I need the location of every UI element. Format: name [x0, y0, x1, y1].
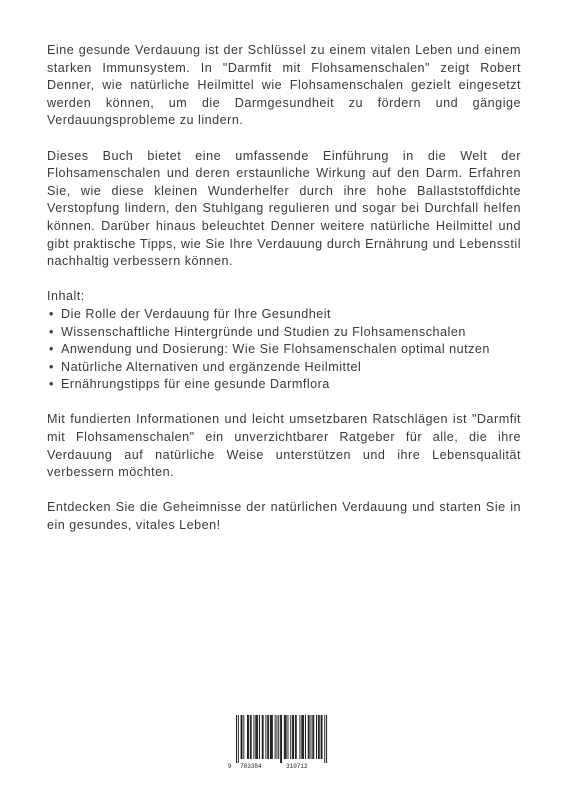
list-item: • Die Rolle der Verdauung für Ihre Gesundheit [47, 306, 521, 324]
barcode-bar [275, 715, 276, 759]
barcode-bar [251, 715, 252, 759]
barcode-bar [241, 715, 242, 759]
closing-paragraph: Entdecken Sie die Geheimnisse der natürlichen Verdauung und starten Sie in ein gesundes, vitales Leben! [47, 500, 521, 533]
barcode-bar [285, 715, 286, 759]
barcode-bar [292, 715, 293, 759]
barcode-bar [299, 715, 300, 759]
barcode-bar [302, 715, 303, 759]
barcode-bar [238, 715, 239, 763]
blurb-text [47, 42, 521, 552]
barcode-bar [324, 715, 325, 763]
barcode-bar [272, 715, 273, 759]
barcode-bar [316, 715, 317, 759]
list-item: • Natürliche Alternativen und ergänzende Heilmittel [47, 359, 521, 377]
barcode-bar [309, 715, 310, 759]
barcode-group-1: 783384 [240, 763, 262, 770]
barcode-bar [253, 715, 254, 759]
barcode-bar [267, 715, 268, 759]
barcode-bar [256, 715, 257, 759]
barcode-bar [262, 715, 263, 759]
barcode-bar [326, 715, 327, 763]
bullet-icon: • [49, 359, 54, 374]
barcode-group-2: 310712 [286, 763, 308, 770]
barcode-bar [286, 715, 287, 759]
barcode-prefix: 9 [228, 763, 232, 770]
barcode-bar [280, 715, 281, 763]
barcode-bar [308, 715, 309, 759]
barcode-bar [290, 715, 291, 759]
isbn-barcode [226, 713, 336, 769]
intro-paragraph: Eine gesunde Verdauung ist der Schlüssel zu einem vitalen Leben und einem starken Immunsystem. In "Darmfit mit Flohsamenschalen" zeigt Robert Denner, wie natürliche Heilmittel wie Flohsamenschalen gezielt eingesetzt werden können, um die Darmgesundheit zu fördern und gängige Verdauungsprobleme zu lindern. [47, 43, 521, 128]
barcode-bar [321, 715, 322, 759]
bullet-icon: • [49, 324, 54, 339]
barcode-bar [242, 715, 243, 759]
bullet-icon: • [49, 342, 54, 357]
barcode-bar [313, 715, 314, 759]
barcode-bar [305, 715, 306, 759]
barcode-bar [276, 715, 277, 759]
bullet-icon: • [49, 377, 54, 392]
barcode-bar [293, 715, 294, 759]
barcode-bar [263, 715, 264, 759]
contents-heading: Inhalt: [47, 289, 85, 304]
contents-list [47, 306, 521, 394]
barcode-bar [281, 715, 282, 763]
list-item: • Ernährungstipps für eine gesunde Darmflora [47, 376, 521, 394]
barcode-bar [250, 715, 251, 759]
barcode-bar [271, 715, 272, 759]
barcode-bar [248, 715, 249, 759]
barcode-bars-icon [226, 713, 336, 765]
barcode-bar [278, 715, 279, 759]
barcode-bar [318, 715, 319, 759]
barcode-bar [259, 715, 260, 759]
barcode-bar [319, 715, 320, 759]
barcode-bar [243, 715, 244, 759]
barcode-bar [322, 715, 323, 759]
barcode-bar [247, 715, 248, 759]
barcode-bar [284, 715, 285, 759]
barcode-bar [295, 715, 296, 759]
barcode-bar [257, 715, 258, 759]
barcode-bar [311, 715, 312, 759]
list-item: • Wissenschaftliche Hintergründe und Studien zu Flohsamenschalen [47, 324, 521, 342]
description-paragraph: Dieses Buch bietet eine umfassende Einführung in die Welt der Flohsamenschalen und deren erstaunliche Wirkung auf den Darm. Erfahren Sie, wie diese kleinen Wunderhelfer durch ihre hohe Ballaststoffdichte Verstopfung lindern, den Stuhlgang regulieren und sogar bei Durchfall helfen können. Darüber hinaus beleuchtet Denner weitere natürliche Heilmittel und gibt praktische Tipps, wie Sie Ihre Verdauung durch Ernährung und Lebensstil nachhaltig verbessern können. [47, 148, 521, 269]
barcode-bar [288, 715, 289, 759]
barcode-bar [236, 715, 237, 763]
barcode-bar [303, 715, 304, 759]
barcode-bar [270, 715, 271, 759]
barcode-bar [265, 715, 266, 759]
barcode-bar [296, 715, 297, 759]
barcode-bar [268, 715, 269, 759]
conclusion-paragraph: Mit fundierten Informationen und leicht umsetzbaren Ratschlägen ist "Darmfit mit Flohsamenschalen" ein unverzichtbarer Ratgeber für alle, die ihre Verdauung auf natürliche Weise unterstützen und ihre Lebensqualität verbessern möchten. [47, 412, 521, 480]
barcode-bar [312, 715, 313, 759]
barcode-bar [255, 715, 256, 759]
list-item: • Anwendung und Dosierung: Wie Sie Flohsamenschalen optimal nutzen [47, 341, 521, 359]
barcode-bar [301, 715, 302, 759]
bullet-icon: • [49, 306, 54, 321]
